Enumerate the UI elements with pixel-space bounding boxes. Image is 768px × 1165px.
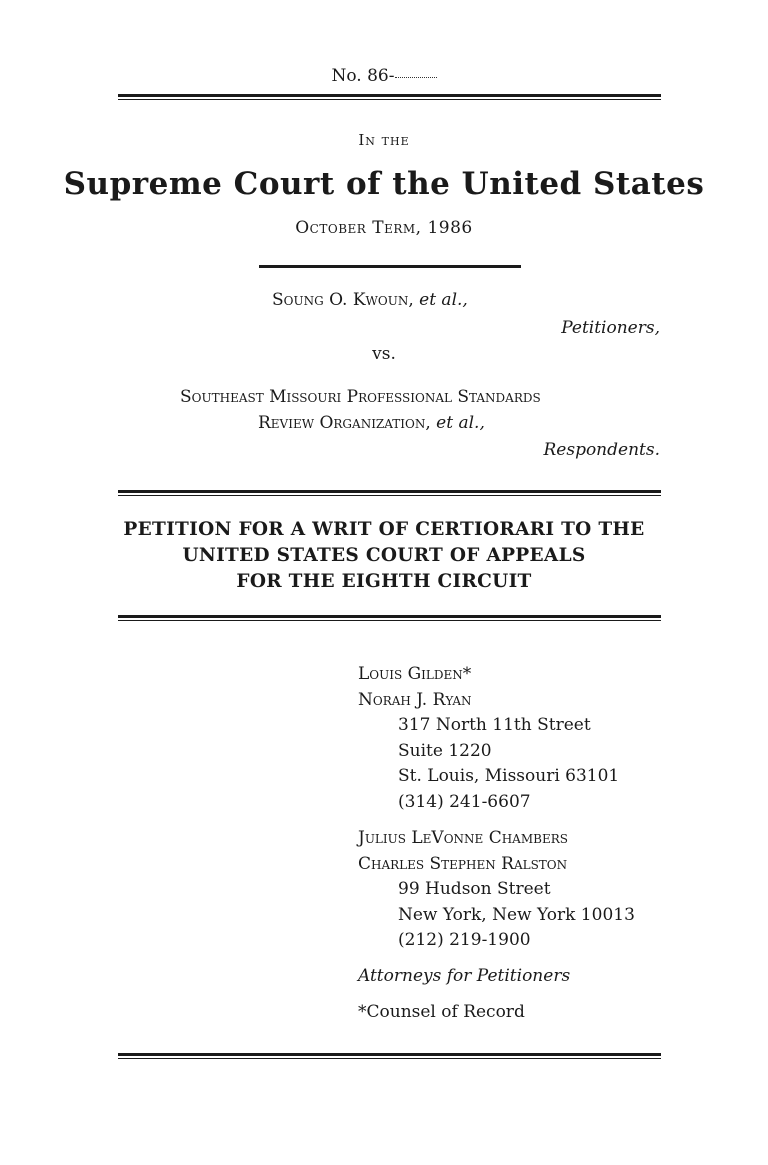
versus-label: vs.	[372, 344, 396, 364]
respondent-line2: Review Organization, et al.,	[258, 413, 485, 433]
address-line: Suite 1220	[398, 740, 492, 761]
docket-number: No. 86-	[0, 66, 768, 86]
top-double-rule	[118, 94, 661, 100]
counsel-footnote: *Counsel of Record	[358, 1002, 525, 1022]
petition-title-line1: PETITION FOR A WRIT OF CERTIORARI TO THE	[123, 519, 645, 540]
phone-number: (212) 219-1900	[398, 930, 531, 950]
attorney-group-1	[358, 662, 619, 815]
attorney-name: Louis Gilden*	[358, 664, 472, 684]
petition-title-line2: UNITED STATES COURT OF APPEALS	[182, 545, 586, 566]
address-line: 99 Hudson Street	[398, 879, 551, 899]
phone-number: (314) 241-6607	[398, 791, 531, 812]
short-divider	[259, 265, 521, 268]
attorney-name: Julius LeVonne Chambers	[358, 828, 568, 848]
bottom-double-rule	[118, 1053, 661, 1059]
address-line: New York, New York 10013	[398, 904, 635, 925]
address-line: St. Louis, Missouri 63101	[398, 766, 620, 786]
attorneys-role: Attorneys for Petitioners	[358, 966, 571, 986]
lower-double-rule	[118, 615, 661, 621]
attorney-group-2	[358, 826, 635, 954]
court-name: Supreme Court of the United States	[63, 166, 705, 202]
petition-title	[0, 517, 768, 595]
term-label: October Term, 1986	[295, 218, 473, 238]
attorney-name: Charles Stephen Ralston	[358, 853, 568, 874]
respondent-role: Respondents.	[543, 440, 660, 460]
address-line: 317 North 11th Street	[398, 715, 591, 735]
petitioner-name: Soung O. Kwoun, et al.,	[272, 290, 468, 310]
attorney-name: Norah J. Ryan	[358, 689, 472, 710]
mid-double-rule	[118, 490, 661, 496]
petition-title-line3: FOR THE EIGHTH CIRCUIT	[236, 571, 532, 592]
respondent-line1: Southeast Missouri Professional Standards	[180, 387, 541, 407]
petitioner-role: Petitioners,	[561, 318, 660, 338]
in-the-label: In the	[358, 131, 410, 149]
